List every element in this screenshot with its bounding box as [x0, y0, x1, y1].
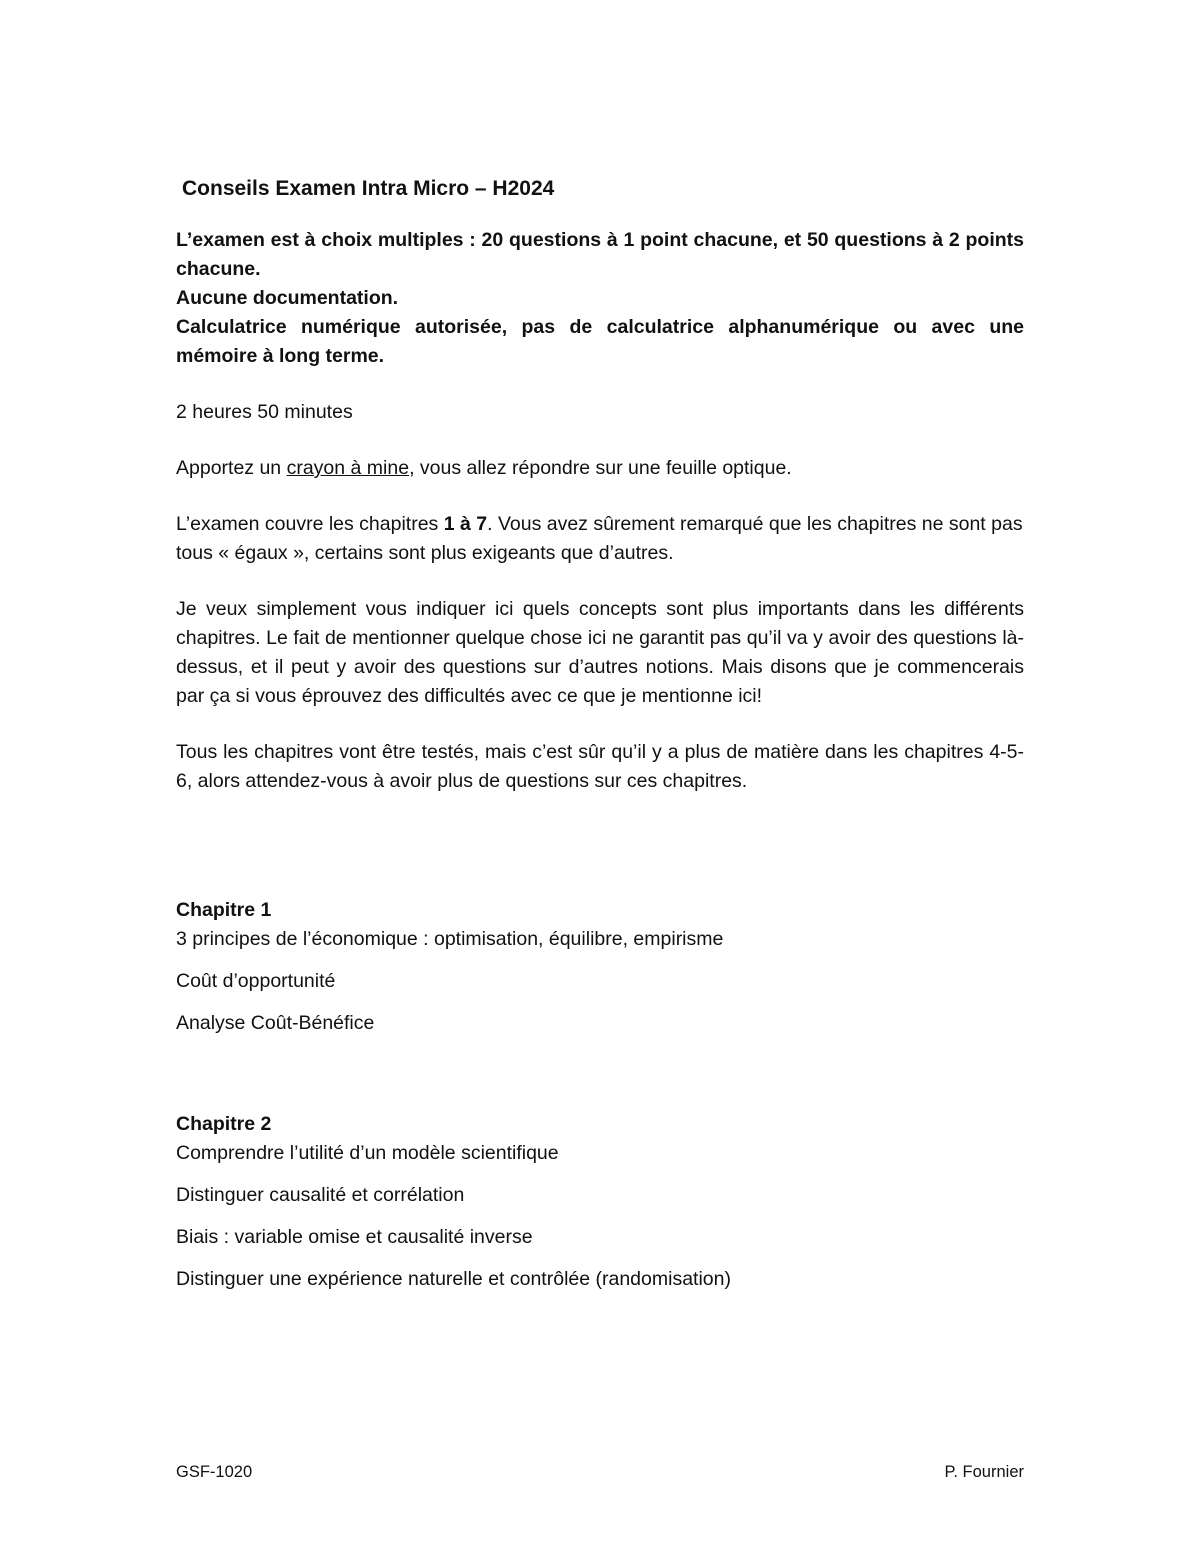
chapter-2-title: Chapitre 2 — [176, 1113, 272, 1135]
footer-course-code: GSF-1020 — [176, 1463, 253, 1481]
chapter-1-item: Coût d’opportunité — [176, 970, 336, 992]
chapter-2-section — [176, 1110, 1024, 1294]
exam-format-text: L’examen est à choix multiples : 20 questions à 1 point chacune, et 50 questions à 2 points chacune. — [176, 229, 1024, 280]
duration-text: 2 heures 50 minutes — [176, 401, 353, 423]
documentation-rule-text: Aucune documentation. — [176, 287, 399, 309]
document-content — [176, 172, 1024, 1294]
pencil-underlined-text: crayon à mine — [286, 457, 410, 479]
calculator-rule-text: Calculatrice numérique autorisée, pas de calculatrice alphanumérique ou avec une mémoire à long terme. — [176, 316, 1024, 367]
chapter-1-item: 3 principes de l’économique : optimisation, équilibre, empirisme — [176, 928, 724, 950]
chapter-2-item: Distinguer une expérience naturelle et contrôlée (randomisation) — [176, 1268, 731, 1290]
chapter-2-item: Biais : variable omise et causalité inverse — [176, 1226, 533, 1248]
pencil-text-after: , vous allez répondre sur une feuille optique. — [409, 457, 792, 479]
coverage-paragraph — [176, 510, 1024, 568]
chapter-2-item: Comprendre l’utilité d’un modèle scientifique — [176, 1142, 559, 1164]
pencil-instruction — [176, 454, 1024, 483]
concepts-paragraph: Je veux simplement vous indiquer ici quels concepts sont plus importants dans les différents chapitres. Le fait de mentionner quelque chose ici ne garantit pas qu’il va y avoir des questions là-dessus, et il peut y avoir des questions sur d’autres notions. Mais disons que je commencerais par ça si vous éprouvez des difficultés avec ce que je mentionne ici! — [176, 598, 1024, 707]
pencil-text-before: Apportez un — [176, 457, 287, 479]
chapters-weight-paragraph: Tous les chapitres vont être testés, mais c’est sûr qu’il y a plus de matière dans les chapitres 4-5-6, alors attendez-vous à avoir plus de questions sur ces chapitres. — [176, 741, 1024, 792]
coverage-text-after: . Vous avez sûrement remarqué que les chapitres ne sont pas tous « égaux », certains sont plus exigeants que d’autres. — [176, 513, 1023, 564]
chapter-1-section — [176, 896, 1024, 1038]
chapter-2-item: Distinguer causalité et corrélation — [176, 1184, 465, 1206]
coverage-chapters-bold: 1 à 7 — [443, 513, 488, 535]
chapter-1-item: Analyse Coût-Bénéfice — [176, 1012, 375, 1034]
exam-rules — [176, 226, 1024, 371]
footer-author: P. Fournier — [944, 1463, 1024, 1481]
coverage-text-before: L’examen couvre les chapitres — [176, 513, 444, 535]
page-footer — [176, 1460, 1024, 1484]
chapter-1-title: Chapitre 1 — [176, 899, 272, 921]
document-title: Conseils Examen Intra Micro – H2024 — [182, 177, 555, 200]
